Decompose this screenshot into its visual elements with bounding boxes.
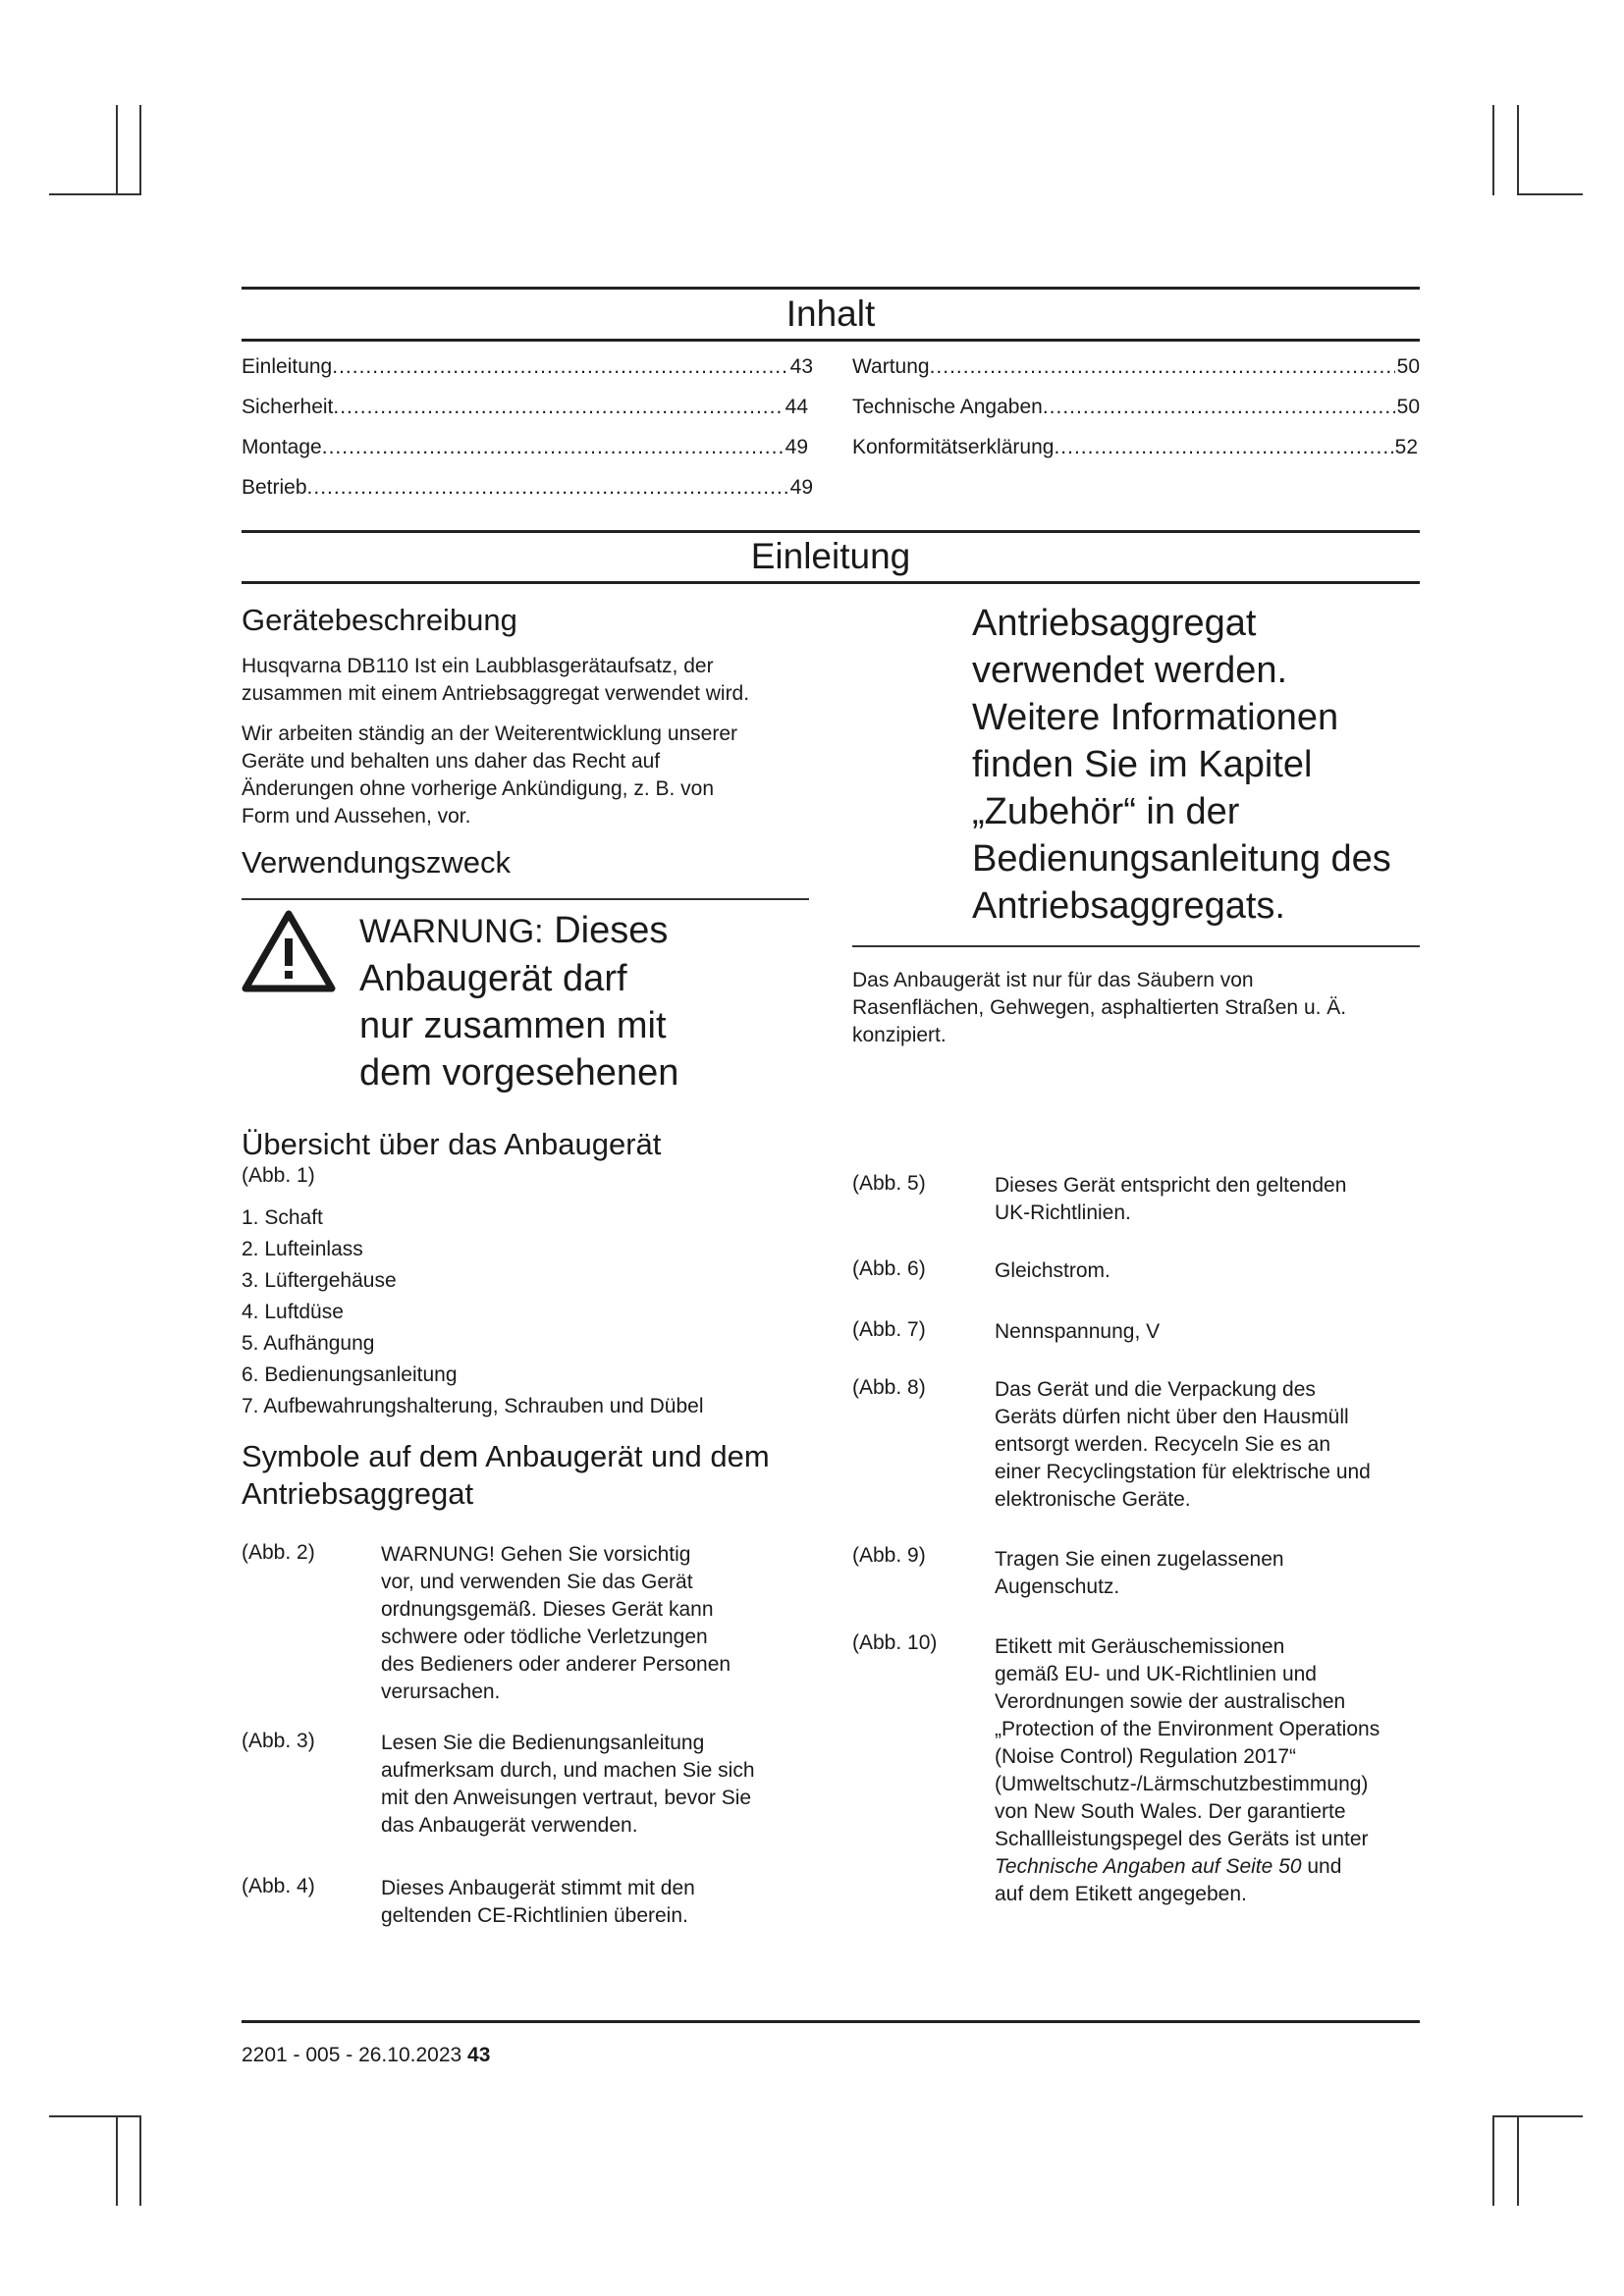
text-line: Weitere Informationen: [972, 697, 1339, 738]
text-line: Änderungen ohne vorherige Ankündigung, z. B. von: [242, 777, 715, 800]
toc-leader: [930, 355, 1395, 379]
crop-mark: [1517, 105, 1519, 195]
text-line: Anbaugerät darf: [359, 958, 627, 999]
toc-entry-label: Wartung: [852, 355, 930, 378]
text-line: Schallleistungspegel des Geräts ist unter: [995, 1828, 1369, 1850]
text-line: mit den Anweisungen vertraut, bevor Sie: [381, 1787, 752, 1809]
warning-triangle-icon: [242, 909, 336, 993]
crop-mark: [116, 2115, 118, 2206]
text-line: verwendet werden.: [972, 650, 1288, 691]
text-line: des Bedieners oder anderer Personen: [381, 1653, 731, 1676]
toc-entry-konformitaet[interactable]: [852, 436, 1418, 459]
crop-mark: [49, 193, 141, 195]
list-item: 7. Aufbewahrungshalterung, Schrauben und Dübel: [242, 1395, 704, 1417]
technical-data-link[interactable]: Technische Angaben auf Seite 50: [995, 1855, 1302, 1878]
symbol-ref: (Abb. 4): [242, 1875, 315, 1897]
toc-leader: [332, 355, 787, 379]
toc-entry-page: 43: [789, 355, 813, 378]
crop-mark: [49, 2115, 141, 2117]
warning-continuation: [972, 600, 1391, 930]
crop-mark: [1517, 2115, 1519, 2206]
text-line: auf dem Etikett angegeben.: [995, 1883, 1247, 1905]
text-line: Antriebsaggregat: [242, 1476, 474, 1511]
toc-entry-page: 49: [785, 436, 808, 458]
text-line: konzipiert.: [852, 1024, 947, 1046]
symbol-description: [995, 1376, 1371, 1514]
warning-text: [359, 907, 678, 1096]
text-line: Gleichstrom.: [995, 1259, 1110, 1282]
toc-entry-wartung[interactable]: [852, 355, 1420, 379]
text-line: Das Gerät und die Verpackung des: [995, 1378, 1316, 1401]
symbol-description: [995, 1546, 1284, 1601]
text-line: UK-Richtlinien.: [995, 1201, 1131, 1224]
footer-doc-id: 2201 - 005 - 26.10.2023: [242, 2044, 462, 2066]
text-line: Rasenflächen, Gehwegen, asphaltierten Straßen u. Ä.: [852, 996, 1347, 1019]
symbol-description: [995, 1257, 1110, 1285]
crop-mark: [116, 105, 118, 195]
text-line: Lesen Sie die Bedienungsanleitung: [381, 1732, 705, 1754]
text-line: vor, und verwenden Sie das Gerät: [381, 1571, 693, 1593]
footer-rule: [242, 2020, 1420, 2023]
toc-entry-page: 44: [785, 396, 808, 418]
toc-entry-betrieb[interactable]: [242, 476, 813, 500]
toc-entry-label: Betrieb: [242, 476, 307, 499]
toc-entry-page: 50: [1396, 396, 1420, 418]
symbol-description: [995, 1318, 1160, 1346]
overview-heading: Übersicht über das Anbaugerät: [242, 1127, 662, 1161]
device-paragraph-1: [242, 653, 749, 708]
text-line: Form und Aussehen, vor.: [242, 805, 471, 828]
toc-leader: [307, 476, 788, 500]
list-item: 4. Luftdüse: [242, 1301, 344, 1323]
purpose-heading: Verwendungszweck: [242, 845, 511, 880]
overview-parts-list: [242, 1202, 704, 1422]
symbol-description: [381, 1541, 731, 1706]
text-line: Dieses Anbaugerät stimmt mit den: [381, 1877, 695, 1899]
toc-leader: [333, 396, 783, 419]
text-line: Augenschutz.: [995, 1575, 1120, 1598]
intro-title: Einleitung: [750, 536, 911, 576]
toc-entry-label: Technische Angaben: [852, 396, 1043, 418]
device-paragraph-2: [242, 721, 737, 830]
toc-entry-label: Sicherheit: [242, 396, 334, 418]
symbol-ref: (Abb. 9): [852, 1544, 926, 1567]
symbol-ref: (Abb. 8): [852, 1376, 926, 1399]
toc-entry-page: 49: [789, 476, 813, 499]
text-line: Das Anbaugerät ist nur für das Säubern von: [852, 969, 1254, 991]
text-line: dem vorgesehenen: [359, 1052, 679, 1094]
intro-title-rule: [242, 581, 1420, 584]
text-line: Antriebsaggregat: [972, 603, 1257, 644]
footer: [242, 2044, 490, 2067]
device-heading: Gerätebeschreibung: [242, 603, 517, 637]
text-line: verursachen.: [381, 1681, 501, 1703]
text-line: Verordnungen sowie der australischen: [995, 1690, 1346, 1713]
symbol-ref: (Abb. 3): [242, 1730, 315, 1752]
toc-leader: [1054, 436, 1392, 459]
text-line: (Noise Control) Regulation 2017“: [995, 1745, 1296, 1768]
toc-entry-label: Einleitung: [242, 355, 333, 378]
text-line: elektronische Geräte.: [995, 1488, 1191, 1511]
text-line: Etikett mit Geräuschemissionen: [995, 1635, 1285, 1658]
toc-entry-page: 50: [1396, 355, 1420, 378]
toc-leader: [322, 436, 784, 459]
warning-bottom-rule: [852, 945, 1420, 947]
text-line: „Protection of the Environment Operations: [995, 1718, 1380, 1740]
symbol-ref: (Abb. 2): [242, 1541, 315, 1564]
list-item: 5. Aufhängung: [242, 1332, 375, 1355]
symbol-ref: (Abb. 10): [852, 1631, 938, 1654]
list-item: 1. Schaft: [242, 1206, 323, 1229]
text-line: nur zusammen mit: [359, 1005, 667, 1046]
toc-entry-montage[interactable]: [242, 436, 808, 459]
crop-mark: [1492, 105, 1494, 195]
text-line: geltenden CE-Richtlinien überein.: [381, 1904, 688, 1927]
symbols-heading: [242, 1438, 770, 1513]
text-line: Geräts dürfen nicht über den Hausmüll: [995, 1406, 1349, 1428]
text-line: „Zubehör“ in der: [972, 791, 1240, 832]
text-line: Antriebsaggregats.: [972, 885, 1285, 927]
toc-entry-technische-angaben[interactable]: [852, 396, 1420, 419]
text-line: gemäß EU- und UK-Richtlinien und: [995, 1663, 1317, 1685]
warning-top-rule: [242, 898, 809, 900]
symbol-ref: (Abb. 6): [852, 1257, 926, 1280]
symbol-description: [381, 1875, 695, 1930]
text-line: aufmerksam durch, und machen Sie sich: [381, 1759, 755, 1782]
text-line: [995, 1853, 1380, 1881]
text-line: WARNUNG! Gehen Sie vorsichtig: [381, 1543, 691, 1566]
overview-figure-ref: (Abb. 1): [242, 1164, 315, 1187]
text-line: das Anbaugerät verwenden.: [381, 1814, 638, 1837]
text-line: ordnungsgemäß. Dieses Gerät kann: [381, 1598, 714, 1621]
text-fragment: und: [1301, 1855, 1342, 1878]
text-line: zusammen mit einem Antriebsaggregat verwendet wird.: [242, 682, 750, 705]
toc-entry-einleitung[interactable]: [242, 355, 813, 379]
text-line: Husqvarna DB110 Ist ein Laubblasgerätaufsatz, der: [242, 655, 714, 677]
text-line: (Umweltschutz-/Lärmschutzbestimmung): [995, 1773, 1369, 1795]
toc-entry-label: Konformitätserklärung: [852, 436, 1055, 458]
text-line: Geräte und behalten uns daher das Recht auf: [242, 750, 661, 773]
text-line: entsorgt werden. Recyceln Sie es an: [995, 1433, 1331, 1456]
symbol-description: [381, 1730, 755, 1840]
crop-mark: [139, 2115, 141, 2206]
toc-title-rule: [242, 339, 1420, 342]
crop-mark: [1517, 193, 1583, 195]
text-line: einer Recyclingstation für elektrische und: [995, 1461, 1371, 1483]
text-line: Bedienungsanleitung des: [972, 838, 1391, 880]
crop-mark: [1492, 2115, 1494, 2206]
toc-entry-sicherheit[interactable]: [242, 396, 808, 419]
text-line: Wir arbeiten ständig an der Weiterentwicklung unserer: [242, 722, 738, 745]
warning-lead: WARNUNG:: [359, 913, 544, 950]
purpose-text: [852, 967, 1346, 1049]
toc-title: Inhalt: [785, 294, 876, 334]
text-line: Nennspannung, V: [995, 1320, 1161, 1343]
intro-top-rule: [242, 530, 1420, 533]
crop-mark: [1492, 2115, 1583, 2117]
text-line: [359, 907, 678, 955]
text-line: Symbole auf dem Anbaugerät und dem: [242, 1439, 770, 1473]
toc-entry-page: 52: [1394, 436, 1418, 458]
text-line: Tragen Sie einen zugelassenen: [995, 1548, 1284, 1571]
text-line: schwere oder tödliche Verletzungen: [381, 1626, 708, 1648]
footer-page-number: 43: [467, 2044, 491, 2066]
list-item: 2. Lufteinlass: [242, 1238, 363, 1260]
symbol-ref: (Abb. 5): [852, 1172, 926, 1195]
text-line: finden Sie im Kapitel: [972, 744, 1313, 785]
symbol-description: [995, 1633, 1380, 1908]
toc-entry-label: Montage: [242, 436, 322, 458]
text-line: Dieses Gerät entspricht den geltenden: [995, 1174, 1347, 1197]
text-line: von New South Wales. Der garantierte: [995, 1800, 1346, 1823]
symbol-ref: (Abb. 7): [852, 1318, 926, 1341]
crop-mark: [139, 105, 141, 195]
text-line: Dieses: [554, 910, 669, 951]
toc-top-rule: [242, 287, 1420, 290]
list-item: 3. Lüftergehäuse: [242, 1269, 397, 1292]
toc-leader: [1043, 396, 1395, 419]
symbol-description: [995, 1172, 1346, 1227]
list-item: 6. Bedienungsanleitung: [242, 1363, 458, 1386]
